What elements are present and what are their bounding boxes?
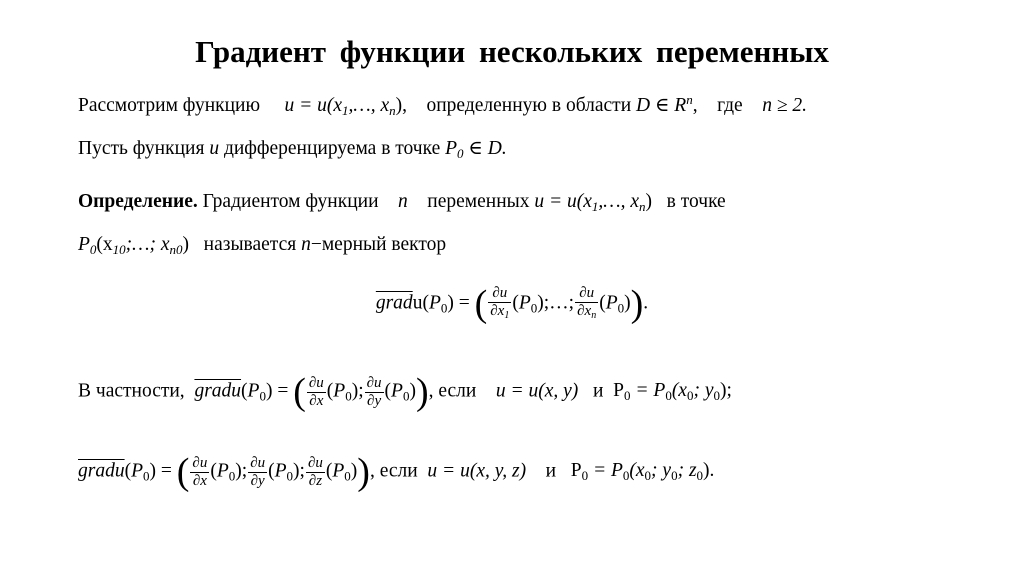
subscript: 0 <box>89 242 97 257</box>
partial-fraction-n <box>575 286 598 323</box>
arg: (P <box>325 460 345 482</box>
subscript: 0 <box>530 300 538 316</box>
expr-part: (P <box>241 380 260 402</box>
called-text: называется <box>203 234 297 255</box>
function-expression: u = u(x, y, z) <box>427 460 527 482</box>
close: ) <box>350 460 358 482</box>
arg: (P <box>384 380 403 402</box>
period: . <box>643 292 649 314</box>
where-text: где <box>717 95 743 116</box>
numerator: ∂u <box>308 374 324 391</box>
subscript: 0 <box>686 388 694 404</box>
and-text: и <box>545 460 557 482</box>
subscript: 1 <box>504 309 510 321</box>
numerator: ∂u <box>488 286 511 303</box>
expr-part: ). <box>703 460 715 482</box>
subscript: 0 <box>259 388 266 404</box>
arg: (P <box>326 380 346 402</box>
definition-text: Градиентом функции <box>202 191 379 212</box>
right-paren: ) <box>415 371 429 413</box>
subscript: 0 <box>713 388 720 404</box>
separator: ); <box>293 460 305 482</box>
n-condition: n ≥ 2. <box>762 95 808 116</box>
expr-part: P <box>570 460 582 482</box>
expr-part: (P <box>124 460 144 482</box>
denominator: ∂x <box>192 472 207 489</box>
arg: (P <box>599 292 618 314</box>
separator: ); <box>351 380 364 402</box>
subscript: 1 <box>342 103 349 118</box>
partial-fraction-1 <box>488 286 511 323</box>
subscript: 0 <box>622 468 630 484</box>
numerator: ∂u <box>366 374 382 391</box>
expr-part: ; z <box>677 460 697 482</box>
grad-symbol: gradu <box>194 380 242 402</box>
expr-part: P <box>613 380 624 402</box>
close: ) <box>409 380 416 402</box>
case-three-variables <box>78 453 714 491</box>
superscript: n <box>686 92 693 107</box>
den-part: ∂x <box>490 302 505 319</box>
expr-part: (P <box>422 292 441 314</box>
subscript: 0 <box>286 468 294 484</box>
denominator: ∂z <box>308 472 323 489</box>
expr-part: = P <box>635 380 666 402</box>
if-text: , если <box>369 460 418 482</box>
vector-text: −мерный вектор <box>310 234 447 255</box>
subscript: 1 <box>591 199 599 214</box>
separator: ); <box>235 460 248 482</box>
definition-line-2 <box>78 234 446 258</box>
subscript: 10 <box>112 242 126 257</box>
point-coordinates <box>78 234 189 255</box>
denominator: ∂y <box>250 472 265 489</box>
intro-text: Рассмотрим функцию <box>78 95 261 116</box>
case-two-variables <box>78 373 732 411</box>
numerator: ∂u <box>192 454 208 471</box>
denominator: ∂y <box>367 392 382 409</box>
expr-part: ); <box>720 380 732 402</box>
subscript: 0 <box>344 468 351 484</box>
partial-fraction-x <box>307 376 326 409</box>
equals: ) = <box>149 460 172 482</box>
n-symbol: n <box>398 191 408 212</box>
gradient-formula <box>0 285 1024 323</box>
grad-symbol: gradu <box>78 460 125 482</box>
subscript: 0 <box>345 388 352 404</box>
let-text: Пусть функция <box>78 138 205 159</box>
expr-part: (x <box>671 380 687 402</box>
subscript: 0 <box>623 388 631 404</box>
expr-part: ,…, x <box>348 95 390 116</box>
subscript: 0 <box>617 300 625 316</box>
subscript: 0 <box>143 468 150 484</box>
subscript: 0 <box>665 388 672 404</box>
in-particular-text: В частности, <box>78 380 185 402</box>
left-paren: ( <box>293 371 306 413</box>
expr-part: ) <box>645 191 653 212</box>
left-paren: ( <box>474 283 488 325</box>
u-symbol: u <box>209 138 220 159</box>
denominator <box>575 303 598 323</box>
numerator: ∂u <box>250 454 266 471</box>
n-symbol: n <box>301 234 311 255</box>
intro-line-2 <box>78 136 507 162</box>
function-expression: u = u(x, y) <box>495 380 579 402</box>
denominator: ∂x <box>309 392 324 409</box>
partial-fraction-y <box>365 376 384 409</box>
subscript: n <box>389 103 396 118</box>
close: ) <box>624 292 631 314</box>
arg: (P <box>512 292 531 314</box>
subscript: 0 <box>581 468 589 484</box>
expr-part: ) <box>182 234 190 255</box>
expr-part: ;…; x <box>125 234 170 255</box>
subscript: 0 <box>228 468 236 484</box>
point-expression <box>570 460 715 484</box>
expr-part: P <box>78 234 90 255</box>
right-paren: ) <box>357 451 370 493</box>
expr-part: u = u(x <box>534 191 592 212</box>
slide-title: Градиент функции нескольких переменных <box>195 34 829 69</box>
expr-part: ∈ D. <box>468 138 507 159</box>
subscript: n0 <box>169 242 183 257</box>
variables-text: переменных <box>427 191 530 212</box>
expr-part: , <box>692 95 698 116</box>
expr-part: P <box>445 138 458 159</box>
expr-part: D ∈ R <box>636 95 687 116</box>
equals: ) = <box>447 292 470 314</box>
expr-part: ; y <box>693 380 714 402</box>
subscript: 0 <box>696 468 704 484</box>
definition-label: Определение. <box>78 191 198 212</box>
left-paren: ( <box>176 451 190 493</box>
function-expression <box>284 95 407 116</box>
diff-text: дифференцируема в точке <box>223 138 441 159</box>
expr-part: (x <box>96 234 113 255</box>
domain-expression <box>636 92 698 116</box>
expr-part: (x <box>629 460 645 482</box>
numerator: ∂u <box>307 454 323 471</box>
grad-symbol: grad <box>375 292 413 314</box>
subscript: 0 <box>457 146 464 161</box>
arg: (P <box>268 460 287 482</box>
arg: (P <box>210 460 229 482</box>
denominator <box>488 303 511 323</box>
right-paren: ) <box>630 283 644 325</box>
expr-part: ,…, x <box>598 191 640 212</box>
point-expression <box>445 138 507 159</box>
definition-line-1 <box>78 191 726 215</box>
domain-text: определенную в области <box>426 95 632 116</box>
partial-fraction-z <box>306 456 325 489</box>
expr-part: = P <box>592 460 623 482</box>
at-point-text: в точке <box>666 191 726 212</box>
partial-fraction-y <box>248 456 267 489</box>
separator: );…; <box>537 292 575 314</box>
subscript: 0 <box>440 300 448 316</box>
subscript: n <box>639 199 646 214</box>
numerator: ∂u <box>575 286 598 303</box>
expr-part: u = u(x <box>284 95 342 116</box>
subscript: 0 <box>402 388 410 404</box>
den-part: ∂x <box>577 302 592 319</box>
partial-fraction-x <box>190 456 209 489</box>
u-symbol: u <box>412 292 423 314</box>
function-expression <box>534 191 652 212</box>
if-text: , если <box>428 380 477 402</box>
point-expression <box>613 380 732 404</box>
subscript: 0 <box>644 468 652 484</box>
intro-line-1 <box>78 92 807 119</box>
expr-part: ; y <box>651 460 672 482</box>
subscript: 0 <box>671 468 678 484</box>
and-text: и <box>592 380 604 402</box>
equals: ) = <box>265 380 289 402</box>
subscript: n <box>591 309 597 321</box>
expr-part: ), <box>395 95 407 116</box>
